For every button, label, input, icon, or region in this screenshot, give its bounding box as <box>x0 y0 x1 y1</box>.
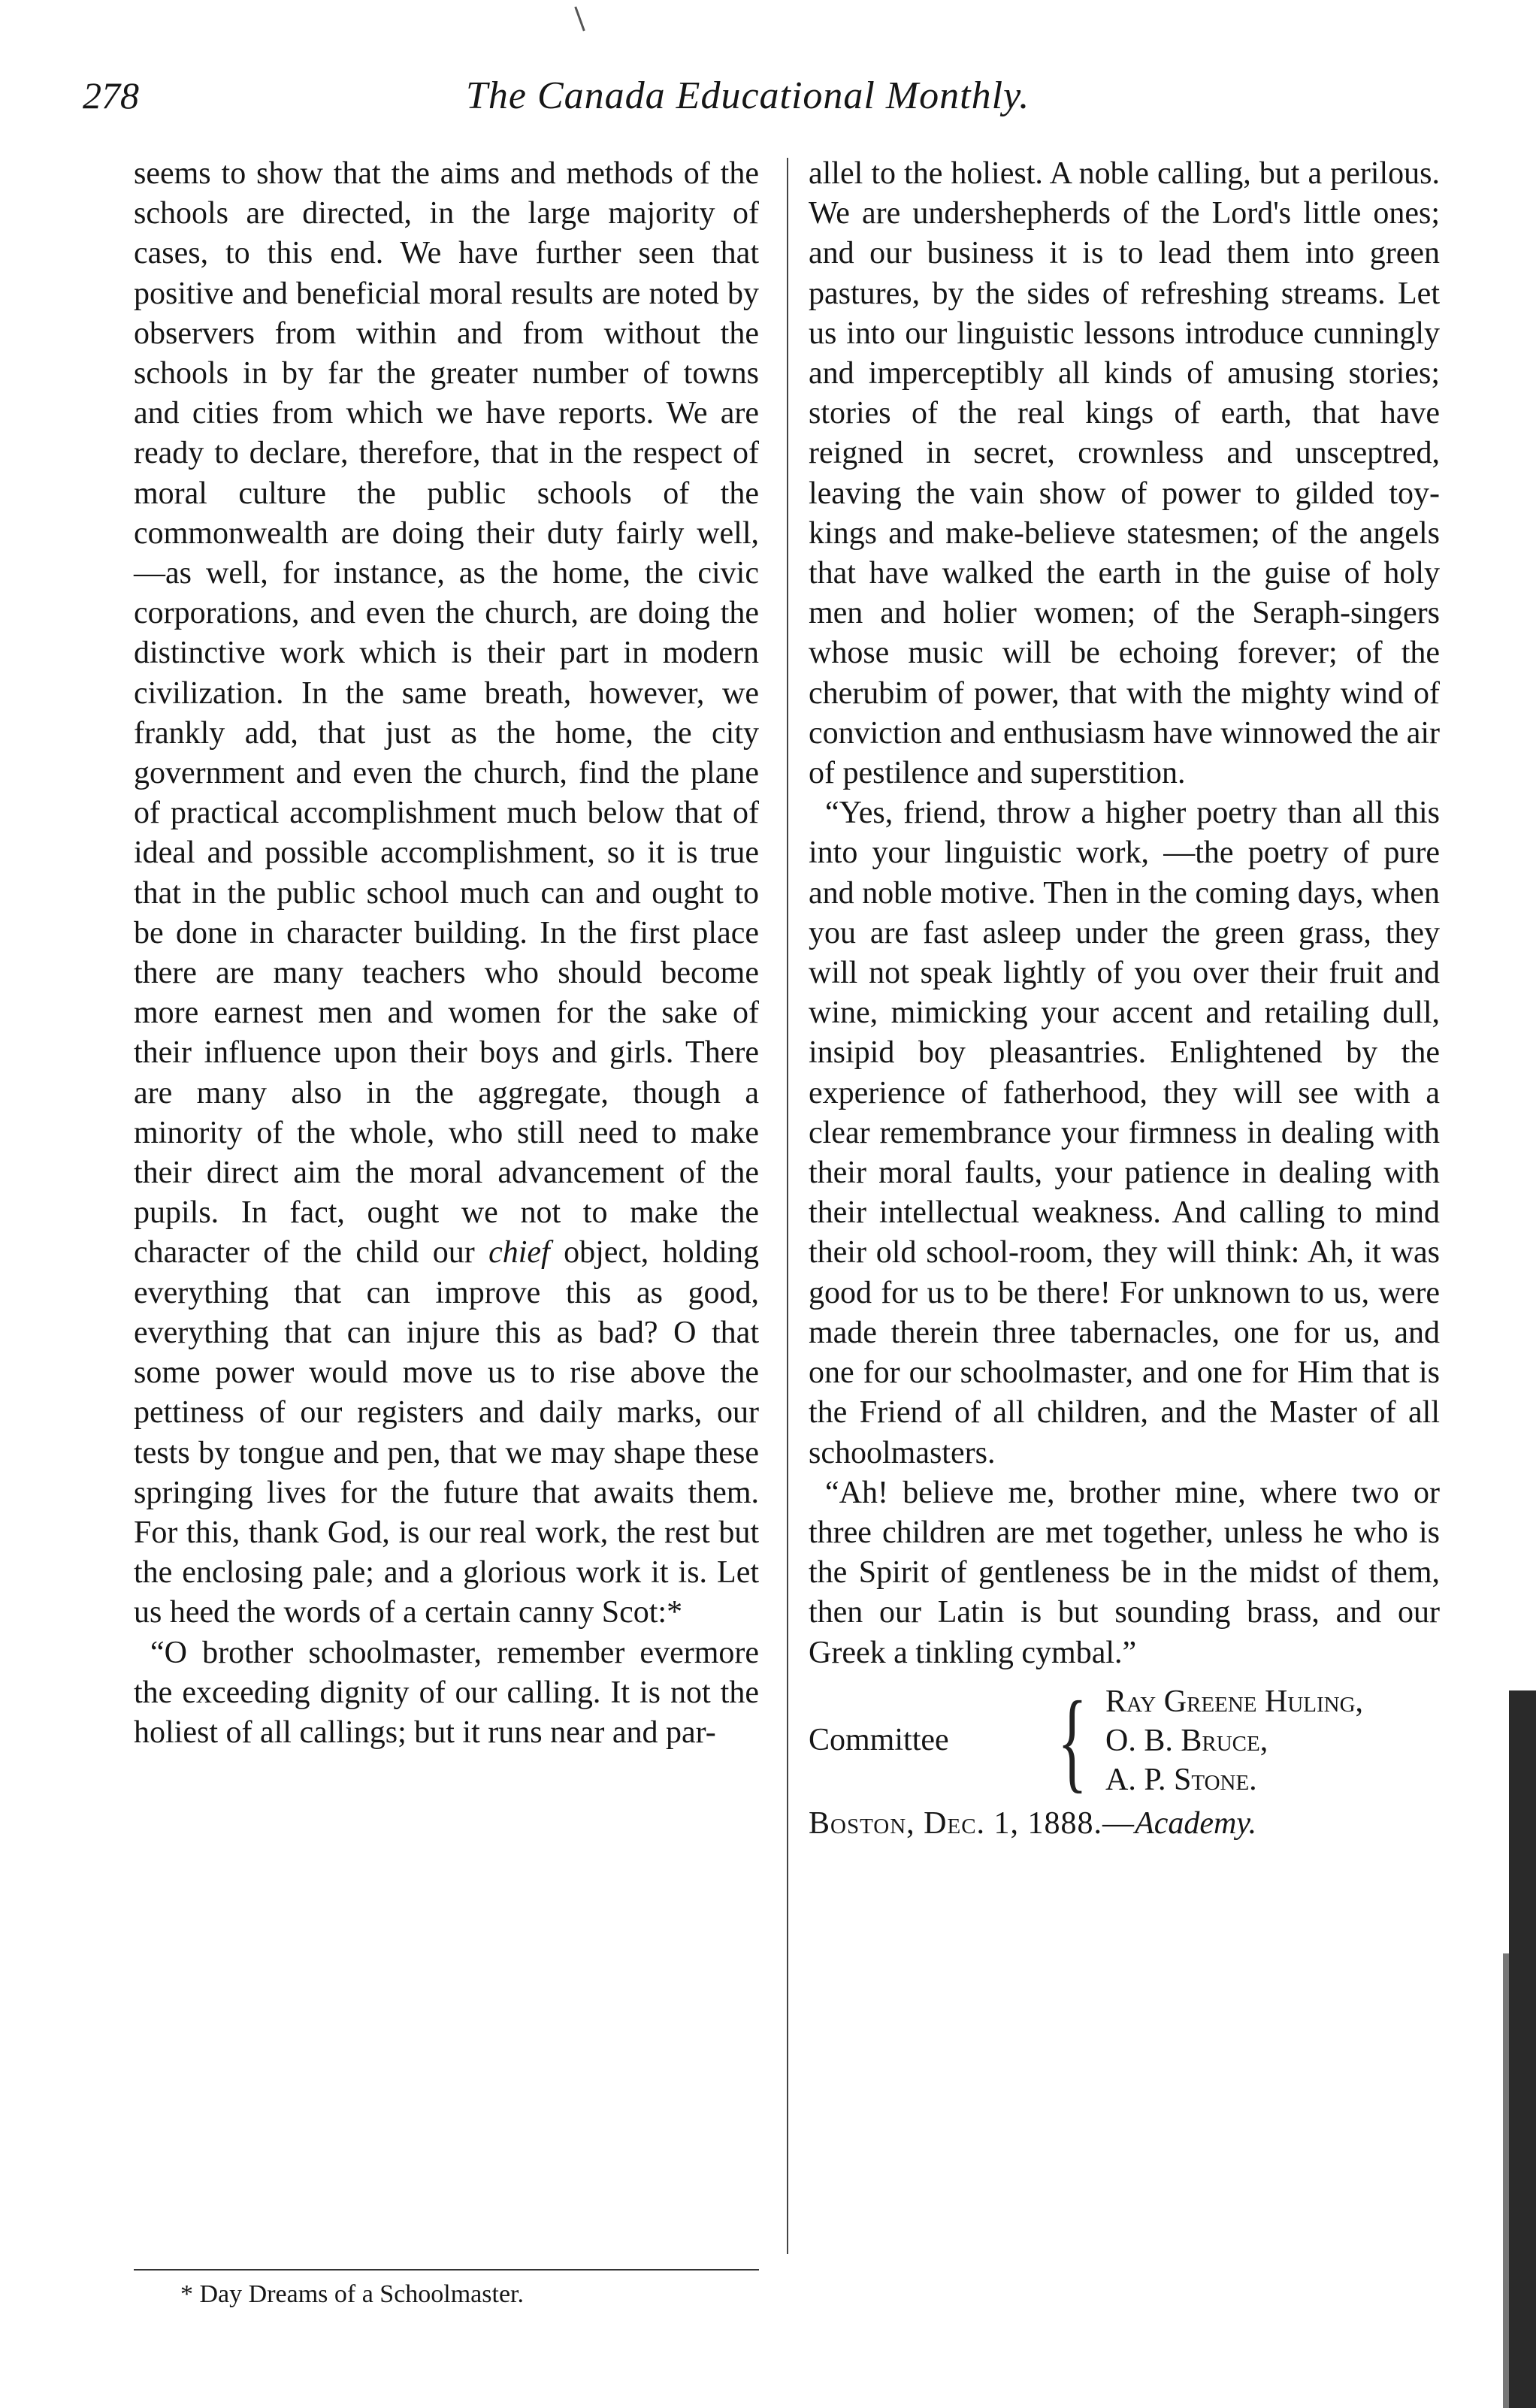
left-paragraph-2: “O brother schoolmaster, remember evermore the exceeding dignity of our calling. It is not the holiest of all callings; but it runs near and par- <box>134 1635 759 1750</box>
place-date: Boston, Dec. 1, 1888.— <box>809 1805 1135 1841</box>
left-paragraph-1-post: object, holding everything that can improve this as good, everything that can injure this as bad? O that some power would move us to rise above the pettiness of our registers and daily marks, our tests by tongue and pen, that we may shape these springing lives for the future that awaits them. For this, thank God, is our real work, the rest but the enclosing pale; and a glorious work it is. Let us heed the words of a certain canny Scot:* <box>134 1235 759 1630</box>
source-name: Academy. <box>1135 1805 1257 1841</box>
right-paragraph-3: “Ah! believe me, brother mine, where two or three children are met together, unless he who is the Spirit of gentleness be in the midst of them, then our Latin is but sounding brass, and our Greek a tinkling cymbal.” <box>809 1475 1440 1670</box>
committee-member: Ray Greene Huling, <box>1105 1684 1364 1719</box>
signoff-line <box>809 1804 1440 1844</box>
left-paragraph-1-pre: seems to show that the aims and methods of the schools are directed, in the large majority of cases, to this end. We have further seen that positive and beneficial moral results are noted by observers from within and from without the schools in by far the greater number of towns and cities from which we have reports. We are ready to declare, therefore, that in the respect of moral culture the public schools of the commonwealth are doing their duty fairly well,—as well, for instance, as the home, the civic corporations, and even the church, are doing the distinctive work which is their part in modern civilization. In the same breath, however, we frankly add, that just as the home, the city government and even the church, find the plane of practical accomplishment much below that of ideal and possible accomplishment, so it is true that in the public school much can and ought to be done in character building. In the first place there are many teachers who should become more earnest men and women for the sake of their influence upon their boys and girls. There are many also in the aggregate, though a minority of the whole, who still need to make their direct aim the moral advancement of the pupils. In fact, ought we not to make the character of the child our <box>134 156 759 1270</box>
right-column <box>809 154 1440 1844</box>
page-number: 278 <box>83 74 139 116</box>
right-paragraph-1: allel to the holiest. A noble calling, but a perilous. We are undershepherds of the Lord's little ones; and our business it is to lead them into green pastures, by the sides of refreshing streams. Let us into our linguistic lessons introduce cunningly and imperceptibly all kinds of amusing stories; stories of the real kings of earth, that have reigned in secret, crownless and unsceptred, leaving the vain show of power to gilded toy-kings and make-believe statesmen; of the angels that have walked the earth in the guise of holy men and holier women; of the Seraph-singers whose music will be echoing forever; of the cherubim of power, that with the mighty wind of conviction and enthusiasm have winnowed the air of pestilence and superstition. <box>809 156 1440 791</box>
scan-edge-shadow-inner <box>1503 1953 1509 2408</box>
scan-mark <box>574 7 585 32</box>
brace-symbol: { <box>1057 1678 1087 1803</box>
left-paragraph-1 <box>134 154 759 1633</box>
left-column <box>134 154 759 1753</box>
footnote: * Day Dreams of a Schoolmaster. <box>180 2280 524 2308</box>
page-header <box>0 74 1536 126</box>
right-paragraph-2: “Yes, friend, throw a higher poetry than all this into your linguistic work, —the poetry of pure and noble motive. Then in the coming days, when you are fast asleep under the green grass, they will not speak lightly of you over their fruit and wine, mimicking your accent and retailing dull, insipid boy pleasantries. Enlightened by the experience of fatherhood, they will see with a clear remembrance your firmness in dealing with their moral faults, your patience in dealing with their intellectual weakness. And calling to mind their old school-room, they will think: Ah, it was good for us to be there! For unknown to us, were made therein three tabernacles, one for us, and one for our schoolmaster, and one for Him that is the Friend of all children, and the Master of all schoolmasters. <box>809 796 1440 1470</box>
emphasis-chief: chief <box>488 1235 550 1270</box>
committee-signature <box>809 1678 1440 1803</box>
running-title: The Canada Educational Monthly. <box>466 74 1030 117</box>
scan-edge-shadow <box>1509 1690 1536 2408</box>
footnote-rule <box>134 2269 759 2271</box>
column-divider <box>787 158 788 2254</box>
committee-members <box>1105 1682 1363 1799</box>
committee-member: A. P. Stone. <box>1105 1762 1257 1797</box>
committee-label: Committee <box>809 1723 949 1758</box>
committee-member: O. B. Bruce, <box>1105 1723 1268 1758</box>
